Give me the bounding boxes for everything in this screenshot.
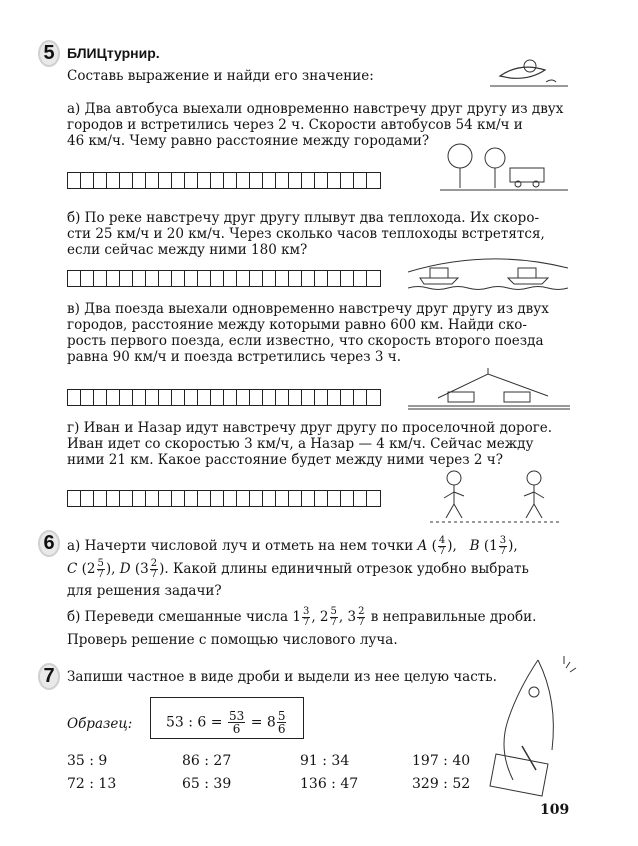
point-label: C <box>67 561 78 577</box>
division-item: 35 : 9 <box>67 753 108 769</box>
task6-b-line2: Проверь решение с помощью числового луча. <box>67 632 398 648</box>
problem-c-line4: равна 90 км/ч и поезда встретились через 3 ч. <box>67 349 402 365</box>
wind-illustration <box>490 52 570 92</box>
division-item: 65 : 39 <box>182 776 232 792</box>
point-label: B <box>469 538 480 554</box>
answer-grid-d[interactable] <box>67 490 381 507</box>
task-number-badge: 5 <box>38 40 60 67</box>
division-item: 72 : 13 <box>67 776 117 792</box>
fraction: $\frac{3}{7}$ <box>499 535 507 557</box>
sample-label: Образец: <box>67 716 133 732</box>
task6-a-line3: для решения задачи? <box>67 583 222 599</box>
buses-illustration <box>440 140 568 195</box>
task-number-badge: 7 <box>38 663 60 690</box>
fraction: $\frac{5}{7}$ <box>97 558 104 580</box>
problem-d-line1: г) Иван и Назар идут навстречу друг другу по проселочной дороге. <box>67 420 553 436</box>
point-label: A <box>417 538 428 554</box>
task6-a-intro: а) Начерти числовой луч и отметь на нем точки <box>67 538 414 554</box>
writer-illustration <box>478 650 578 800</box>
problem-c-line2: городов, расстояние между которыми равно 600 км. Найди ско- <box>67 317 527 333</box>
sample-box <box>150 697 304 739</box>
division-item: 91 : 34 <box>300 753 350 769</box>
task7-text: Запиши частное в виде дроби и выдели из нее целую часть. <box>67 669 497 685</box>
answer-grid-a[interactable] <box>67 172 381 189</box>
problem-a-line3: 46 км/ч. Чему равно расстояние между городами? <box>67 133 430 149</box>
walkers-illustration <box>430 466 560 526</box>
task-intro: Составь выражение и найди его значение: <box>67 68 374 84</box>
answer-grid-b[interactable] <box>67 270 381 287</box>
task6-a-line2: C (2 $\frac{5}{7}$ ), D (3 $\frac{2}{7}$ ). Какой длины единичный отрезок удобно выбрать <box>67 558 529 580</box>
fraction: $\frac{53}{6}$ <box>228 709 245 736</box>
problem-d-line2: Иван идет со скоростью 3 км/ч, а Назар — 4 км/ч. Сейчас между <box>67 436 534 452</box>
sample-expression: 53 : 6 = $\frac{53}{6}$ = 8 $\frac{5}{6}$ <box>166 709 286 736</box>
fraction: $\frac{2}{7}$ <box>358 606 365 628</box>
task6-a-line1: а) Начерти числовой луч и отметь на нем точки A ( $\frac{4}{7}$ ), B (1 $\frac{3}{7}$ ), <box>67 535 518 557</box>
fraction: $\frac{5}{7}$ <box>330 606 337 628</box>
answer-grid-c[interactable] <box>67 389 381 406</box>
fraction: $\frac{5}{6}$ <box>277 709 286 736</box>
problem-a-line2: городов и встретились через 2 ч. Скорости автобусов 54 км/ч и <box>67 117 523 133</box>
boats-illustration <box>408 248 570 292</box>
page-number: 109 <box>540 802 570 818</box>
division-item: 136 : 47 <box>300 776 359 792</box>
fraction: $\frac{3}{7}$ <box>302 606 310 628</box>
task-title: БЛИЦтурнир. <box>67 45 160 61</box>
division-item: 329 : 52 <box>412 776 471 792</box>
problem-b-line3: если сейчас между ними 180 км? <box>67 242 308 258</box>
fraction: $\frac{4}{7}$ <box>438 535 446 557</box>
division-item: 197 : 40 <box>412 753 471 769</box>
task-number-badge: 6 <box>38 530 60 557</box>
point-label: D <box>119 561 131 577</box>
problem-c-line3: рость первого поезда, если известно, что скорость второго поезда <box>67 333 544 349</box>
problem-d-line3: ними 21 км. Какое расстояние будет между ними через 2 ч? <box>67 452 503 468</box>
problem-a-line1: а) Два автобуса выехали одновременно навстречу друг другу из двух <box>67 101 564 117</box>
problem-c-line1: в) Два поезда выехали одновременно навстречу друг другу из двух <box>67 301 549 317</box>
problem-b-line1: б) По реке навстречу друг другу плывут два теплохода. Их скоро- <box>67 210 540 226</box>
task6-b-line1: б) Переведи смешанные числа 1 $\frac{3}{7}$ , 2 $\frac{5}{7}$ , 3 $\frac{2}{7}$ в неправильные дроби. <box>67 606 537 628</box>
trains-illustration <box>408 368 570 412</box>
problem-b-line2: сти 25 км/ч и 20 км/ч. Через сколько часов теплоходы встретятся, <box>67 226 545 242</box>
division-item: 86 : 27 <box>182 753 232 769</box>
fraction: $\frac{2}{7}$ <box>150 558 158 580</box>
